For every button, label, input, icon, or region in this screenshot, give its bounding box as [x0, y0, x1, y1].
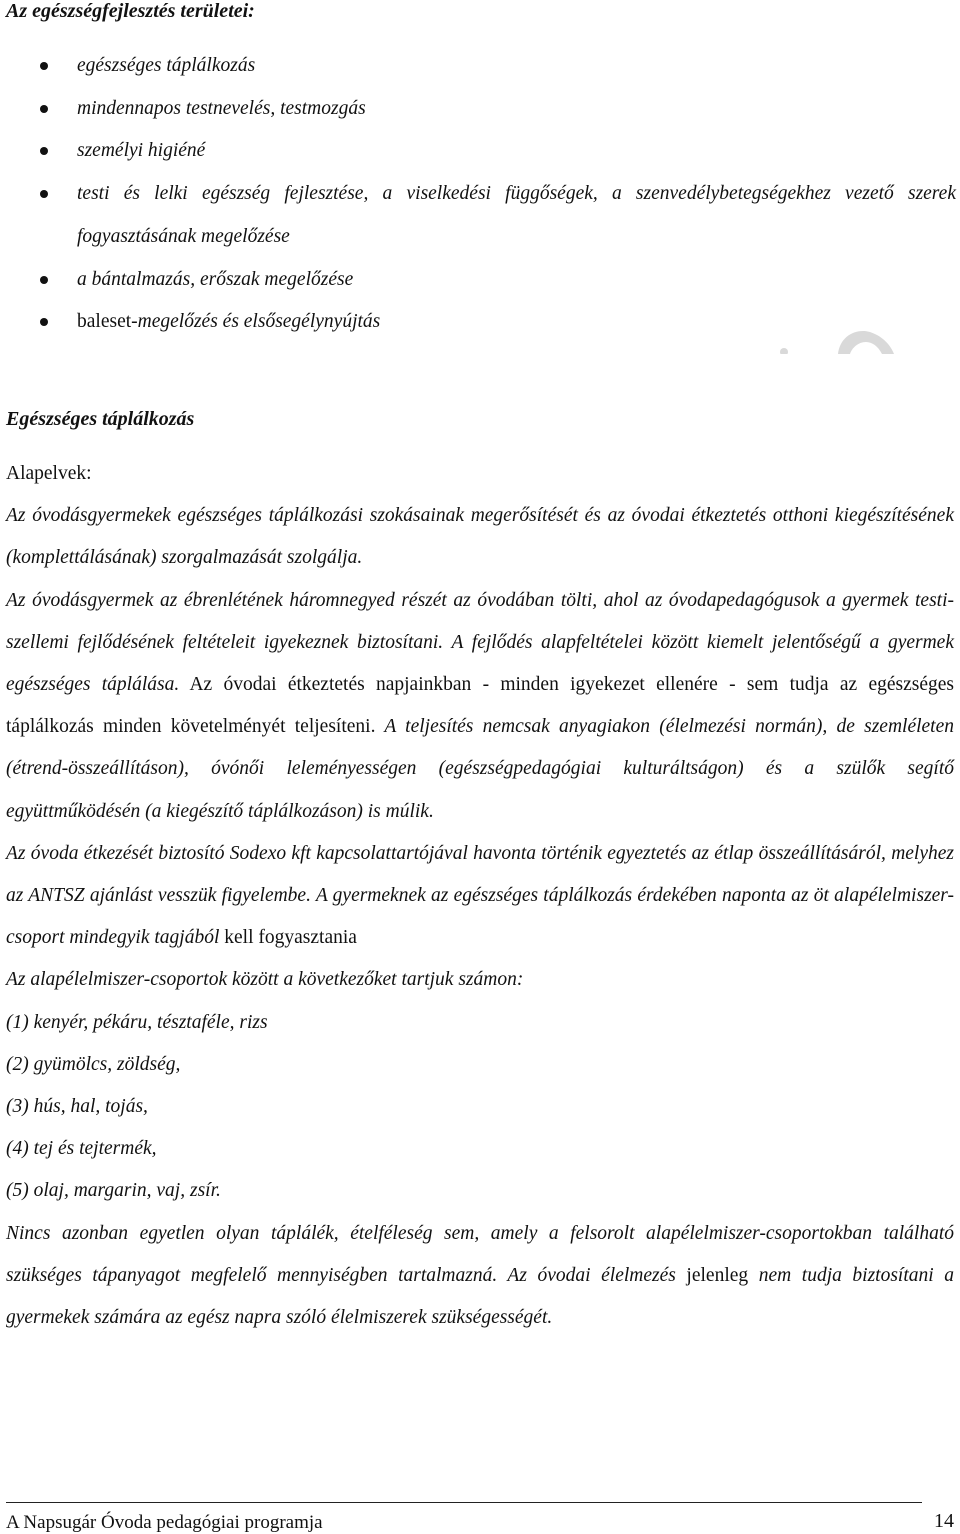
footer-divider: [6, 1502, 922, 1503]
paragraph-part: A gyermeknek az egészséges táplálkozás érdekében naponta az öt alapélelmiszer-csoport mindegyik tagjából: [6, 885, 954, 949]
bullet-icon: [40, 190, 48, 198]
healthy-nutrition-heading: Egészséges táplálkozás: [6, 408, 195, 430]
food-group-item: (3) hús, hal, tojás,: [6, 1096, 148, 1118]
food-group-item: (4) tej és tejtermék,: [6, 1138, 157, 1160]
paragraph-part: Az óvodásgyermek az ébrenlétének háromnegyed részét az óvodában tölti, ahol az óvodapedagógusok a gyermek testi-szellemi fejlődésének feltételeit igyekeznek biztosítani. A fejlődés alapfeltételei között kiemelt jelentőségű a gyermek egészséges táplálása.: [6, 589, 954, 696]
section-title: Az egészségfejlesztés területei:: [6, 0, 255, 22]
list-item-text: egészséges táplálkozás: [77, 55, 256, 76]
food-group-item: (5) olaj, margarin, vaj, zsír.: [6, 1180, 221, 1202]
paragraph-part: kell fogyasztania: [219, 927, 357, 949]
list-item-text: mindennapos testnevelés, testmozgás: [77, 97, 366, 119]
bullet-icon: [40, 276, 48, 284]
paragraph-development: [6, 580, 954, 833]
paragraph-principles: Az óvodásgyermekek egészséges táplálkozási szokásainak megerősítését és az óvodai étkeztetés otthoni kiegészítésének (komplettálásának) szorgalmazását szolgálja.: [6, 505, 954, 569]
bullet-icon: [40, 62, 48, 70]
nutrition-body: [6, 453, 954, 1339]
list-item: [0, 130, 960, 173]
list-item-text: személyi higiéné: [77, 140, 206, 162]
list-item: [0, 173, 960, 258]
list-item-text: a bántalmazás, erőszak megelőzése: [77, 268, 354, 290]
health-areas-list: [0, 45, 960, 344]
list-item-prefix: baleset-: [77, 311, 138, 333]
food-group-item: (1) kenyér, pékáru, tésztaféle, rizs: [6, 1011, 268, 1033]
paragraph-part: Az óvodai étkeztetés napjainkban - minden igyekezet ellenére - sem tudja az egészséges táplálkozás minden követelményét teljesíteni.: [6, 674, 954, 738]
bullet-icon: [40, 105, 48, 113]
list-item-text: testi és lelki egészség fejlesztése, a viselkedési függőségek, a szenvedélybetegségekhez vezető szerek fogyasztásának megelőzése: [77, 183, 956, 247]
page-number: 14: [934, 1510, 954, 1532]
bullet-icon: [40, 147, 48, 155]
principles-label: Alapelvek:: [6, 463, 92, 484]
paragraph-food-groups-intro: Az alapélelmiszer-csoportok között a következőket tartjuk számon:: [6, 969, 524, 991]
list-item: [0, 259, 960, 302]
paragraph-part: Nincs azonban egyetlen olyan táplálék, ételféleség sem, amely a felsorolt alapélelmiszer-csoportokban található szükséges tápanyagot megfelelő mennyiségben tartalmazná.: [6, 1222, 954, 1286]
paragraph-part: jelenleg: [675, 1264, 749, 1286]
footer-title: A Napsugár Óvoda pedagógiai programja: [6, 1512, 323, 1533]
paragraph-part: nem tudja biztosítani a gyermekek számára az egész napra szóló élelmiszerek szükségességét.: [6, 1264, 955, 1329]
food-group-item: (2) gyümölcs, zöldség,: [6, 1053, 181, 1075]
list-item-text: megelőzés és elsősegélynyújtás: [137, 311, 381, 333]
list-item: [0, 88, 960, 131]
bullet-icon: [40, 318, 48, 326]
watermark-fragment: [778, 326, 918, 354]
paragraph-part: Az óvodai élelmezés: [497, 1264, 676, 1286]
paragraph-part: Az óvoda étkezését biztosító Sodexo kft kapcsolattartójával havonta történik egyeztetés az étlap összeállításáról, melyhez az ANTSZ ajánlást vesszük figyelembe.: [6, 842, 954, 907]
watermark-icon: [778, 326, 918, 354]
list-item: [0, 45, 960, 88]
paragraph-part: A teljesítés nemcsak anyagiakon (élelmezési normán), de szemléleten (étrend-összeállításon), óvónői leleményességen (egészségpedagógiai kulturáltságon) és a szülők segítő együttműködésén (a kiegészítő táplálkozáson) is múlik.: [6, 716, 954, 822]
paragraph-catering: [6, 833, 954, 960]
paragraph-conclusion: [6, 1213, 954, 1340]
